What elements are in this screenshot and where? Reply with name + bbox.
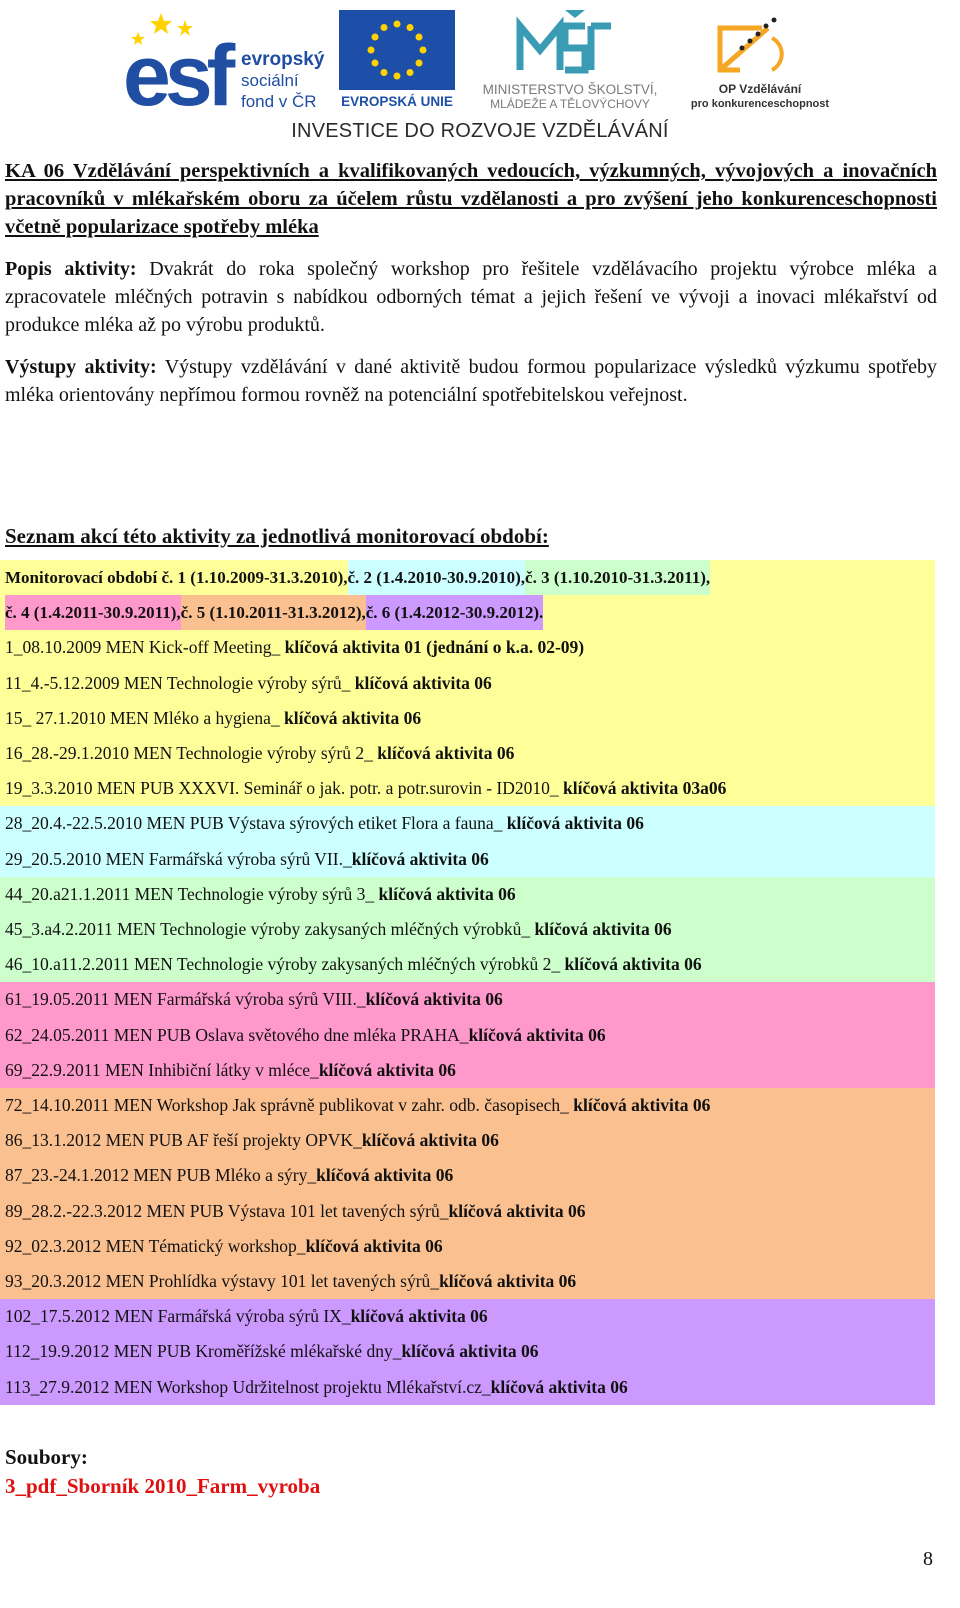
header-logos xyxy=(0,0,960,150)
event-text: 92_02.3.2012 MEN Tématický workshop_ xyxy=(5,1235,306,1256)
event-key-activity: klíčová aktivita 06 xyxy=(354,672,492,693)
seznam-heading: Seznam akcí této aktivity za jednotlivá monitorovací období: xyxy=(5,524,549,548)
event-row xyxy=(0,771,935,806)
event-text: 69_22.9.2011 MEN Inhibiční látky v mléce_ xyxy=(5,1059,319,1080)
event-key-activity: klíčová aktivita 06 xyxy=(365,989,503,1010)
event-text: 1_08.10.2009 MEN Kick-off Meeting_ xyxy=(5,637,285,658)
event-key-activity: klíčová aktivita 06 xyxy=(318,1059,456,1080)
seznam-section xyxy=(5,522,937,550)
event-key-activity: klíčová aktivita 06 xyxy=(361,1130,499,1151)
event-text: 72_14.10.2011 MEN Workshop Jak správně publikovat v zahr. odb. časopisech_ xyxy=(5,1095,574,1115)
svg-text:evropský: evropský xyxy=(241,49,325,70)
event-text: 11_4.-5.12.2009 MEN Technologie výroby sýrů_ xyxy=(5,672,355,693)
event-key-activity: klíčová aktivita 06 xyxy=(401,1341,539,1362)
period-2: č. 2 (1.4.2010-30.9.2010), xyxy=(348,560,526,595)
event-key-activity: klíčová aktivita 01 (jednání o k.a. 02-09) xyxy=(284,637,585,658)
event-text: 61_19.05.2011 MEN Farmářská výroba sýrů VIII._ xyxy=(5,989,366,1010)
event-text: 113_27.9.2012 MEN Workshop Udržitelnost projektu Mlékařství.cz_ xyxy=(5,1376,491,1397)
popis-label: Popis aktivity: xyxy=(5,258,137,280)
period-1: č. 1 (1.10.2009-31.3.2010), xyxy=(161,568,348,587)
op-vzdelavani-logo xyxy=(680,8,840,112)
event-key-activity: klíčová aktivita 06 xyxy=(490,1376,628,1397)
eu-flag-logo xyxy=(337,10,457,110)
event-row xyxy=(0,1194,935,1229)
event-text: 44_20.a21.1.2011 MEN Technologie výroby sýrů 3_ xyxy=(5,883,379,904)
event-text: 45_3.a4.2.2011 MEN Technologie výroby zakysaných mléčných výrobků_ xyxy=(5,919,535,939)
event-row xyxy=(0,1053,935,1088)
event-text: 89_28.2.-22.3.2012 MEN PUB Výstava 101 let tavených sýrů_ xyxy=(5,1200,449,1221)
period-4: č. 4 (1.4.2011-30.9.2011), xyxy=(5,595,181,630)
event-key-activity: klíčová aktivita 06 xyxy=(448,1200,586,1221)
svg-text:esf: esf xyxy=(123,28,230,110)
event-text: 86_13.1.2012 MEN PUB AF řeší projekty OPVK_ xyxy=(5,1130,362,1151)
event-text: 102_17.5.2012 MEN Farmářská výroba sýrů IX_ xyxy=(5,1306,351,1327)
event-row xyxy=(0,1123,935,1158)
event-row xyxy=(0,630,935,665)
invest-banner: INVESTICE DO ROZVOJE VZDĚLÁVÁNÍ xyxy=(291,120,669,142)
event-text: 16_28.-29.1.2010 MEN Technologie výroby sýrů 2_ xyxy=(5,743,378,763)
soubory-label: Soubory: xyxy=(5,1445,88,1469)
event-key-activity: klíčová aktivita 06 xyxy=(378,883,516,904)
event-key-activity: klíčová aktivita 06 xyxy=(284,707,422,728)
event-key-activity: klíčová aktivita 03a06 xyxy=(563,778,727,799)
event-key-activity: klíčová aktivita 06 xyxy=(506,813,644,834)
event-row xyxy=(0,982,935,1017)
page-number: 8 xyxy=(923,1548,933,1570)
event-key-activity: klíčová aktivita 06 xyxy=(351,848,489,869)
event-row xyxy=(0,947,935,982)
vystupy-text: Výstupy vzdělávání v dané aktivitě budou formou popularizace výsledků výzkumu spotřeby mléka orientovány nepřímou formou rovněž na potenciální spotřebitelskou veřejnost. xyxy=(5,356,937,406)
event-row xyxy=(0,701,935,736)
soubory-link[interactable]: 3_pdf_Sborník 2010_Farm_vyroba xyxy=(5,1474,321,1498)
svg-text:pro konkurenceschopnost: pro konkurenceschopnost xyxy=(690,98,830,110)
event-text: 29_20.5.2010 MEN Farmářská výroba sýrů VII._ xyxy=(5,848,352,869)
event-text: 93_20.3.2012 MEN Prohlídka výstavy 101 let tavených sýrů_ xyxy=(5,1271,440,1291)
event-row xyxy=(0,1370,935,1405)
event-row xyxy=(0,842,935,877)
msmt-logo xyxy=(465,8,675,110)
svg-text:OP Vzdělávání: OP Vzdělávání xyxy=(718,82,802,96)
event-key-activity: klíčová aktivita 06 xyxy=(564,954,702,975)
event-text: 112_19.9.2012 MEN PUB Kroměřížské mlékařské dny_ xyxy=(5,1341,402,1362)
event-text: 62_24.05.2011 MEN PUB Oslava světového dne mléka PRAHA_ xyxy=(5,1024,469,1045)
event-text: 87_23.-24.1.2012 MEN PUB Mléko a sýry_ xyxy=(5,1165,317,1186)
monitor-label: Monitorovací období xyxy=(5,568,162,587)
event-text: 28_20.4.-22.5.2010 MEN PUB Výstava sýrových etiket Flora a fauna_ xyxy=(5,813,507,834)
event-row xyxy=(0,1299,935,1334)
event-key-activity: klíčová aktivita 06 xyxy=(573,1095,711,1115)
period-6: č. 6 (1.4.2012-30.9.2012). xyxy=(366,595,544,630)
event-row xyxy=(0,877,935,912)
event-row xyxy=(0,806,935,841)
event-row xyxy=(0,736,935,771)
monitor-periods-line-2 xyxy=(0,595,935,630)
document-body xyxy=(5,157,937,409)
event-row xyxy=(0,1264,935,1299)
vystupy-label: Výstupy aktivity: xyxy=(5,356,157,378)
event-text: 15_ 27.1.2010 MEN Mléko a hygiena_ xyxy=(5,707,284,728)
event-row xyxy=(0,1334,935,1369)
svg-text:sociální: sociální xyxy=(241,71,299,90)
event-key-activity: klíčová aktivita 06 xyxy=(439,1271,577,1291)
svg-text:MINISTERSTVO ŠKOLSTVÍ,: MINISTERSTVO ŠKOLSTVÍ, xyxy=(482,82,658,97)
svg-text:MLÁDEŽE A TĚLOVÝCHOVY: MLÁDEŽE A TĚLOVÝCHOVY xyxy=(490,97,650,110)
svg-text:EVROPSKÁ UNIE: EVROPSKÁ UNIE xyxy=(341,94,453,109)
event-key-activity: klíčová aktivita 06 xyxy=(377,743,515,763)
event-row xyxy=(0,1229,935,1264)
event-row xyxy=(0,912,935,947)
event-key-activity: klíčová aktivita 06 xyxy=(350,1306,488,1327)
svg-text:fond v ČR: fond v ČR xyxy=(241,92,317,110)
popis-text: Dvakrát do roka společný workshop pro řešitele vzdělávacího projektu výrobce mléka a zpracovatele mléčných potravin s nabídkou odborných témat a jejich řešení ve vývoji a inovaci mlékařství od produkce mléka až po výrobu produktů. xyxy=(5,258,937,336)
event-row xyxy=(0,1018,935,1053)
event-text: 19_3.3.2010 MEN PUB XXXVI. Seminář o jak. potr. a potr.surovin - ID2010_ xyxy=(5,778,564,799)
activity-title: KA 06 Vzdělávání perspektivních a kvalifikovaných vedoucích, výzkumných, vývojových a inovačních pracovníků v mlékařském oboru za účelem růstu vzdělanosti a pro zvýšení jeho konkurenceschopnosti včetně popularizace spotřeby mléka xyxy=(5,160,937,238)
soubory-section xyxy=(5,1440,320,1499)
period-5: č. 5 (1.10.2011-31.3.2012), xyxy=(181,595,366,630)
event-key-activity: klíčová aktivita 06 xyxy=(468,1024,606,1045)
event-key-activity: klíčová aktivita 06 xyxy=(316,1165,454,1186)
monitor-periods-line-1 xyxy=(0,560,935,595)
event-row xyxy=(0,666,935,701)
event-row xyxy=(0,1088,935,1123)
event-key-activity: klíčová aktivita 06 xyxy=(534,919,672,939)
vystupy-paragraph xyxy=(5,353,937,409)
popis-paragraph xyxy=(5,255,937,339)
event-key-activity: klíčová aktivita 06 xyxy=(305,1235,443,1256)
esf-logo xyxy=(123,10,333,110)
event-row xyxy=(0,1158,935,1193)
event-text: 46_10.a11.2.2011 MEN Technologie výroby zakysaných mléčných výrobků 2_ xyxy=(5,954,565,975)
period-3: č. 3 (1.10.2010-31.3.2011), xyxy=(525,560,710,595)
